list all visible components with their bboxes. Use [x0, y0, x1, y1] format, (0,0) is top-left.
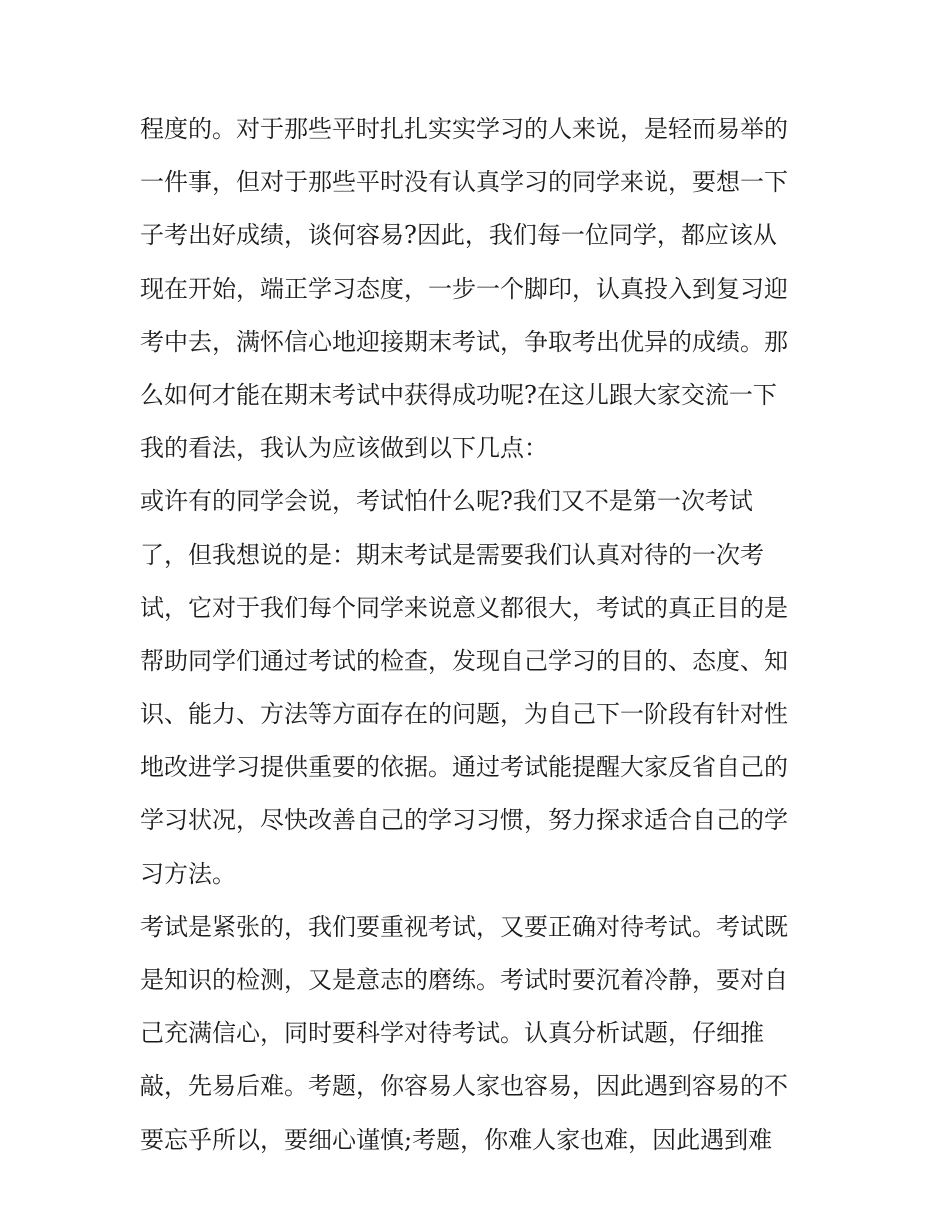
text-line: 么如何才能在期末考试中获得成功呢?在这儿跟大家交流一下	[140, 380, 777, 409]
text-line: 要忘乎所以，要细心谨慎;考题，你难人家也难，因此遇到难	[140, 1125, 773, 1154]
text-line: 敲，先易后难。考题，你容易人家也容易，因此遇到容易的不	[140, 1072, 788, 1101]
text-line: 程度的。对于那些平时扎扎实实学习的人来说，是轻而易举的	[140, 115, 788, 143]
text-line: 试，它对于我们每个同学来说意义都很大，考试的真正目的是	[140, 593, 788, 622]
text-line: 一件事，但对于那些平时没有认真学习的同学来说，要想一下	[140, 168, 788, 197]
text-line: 习方法。	[140, 859, 236, 888]
text-line: 了，但我想说的是：期末考试是需要我们认真对待的一次考	[140, 540, 764, 569]
text-line: 子考出好成绩，谈何容易?因此，我们每一位同学，都应该从	[140, 221, 777, 250]
text-line: 是知识的检测，又是意志的磨练。考试时要沉着冷静，要对自	[140, 966, 788, 994]
body-text	[140, 103, 830, 1167]
text-line: 识、能力、方法等方面存在的问题，为自己下一阶段有针对性	[140, 700, 788, 729]
text-line: 己充满信心，同时要科学对待考试。认真分析试题，仔细推	[140, 1019, 764, 1048]
text-line: 现在开始，端正学习态度，一步一个脚印，认真投入到复习迎	[140, 274, 788, 303]
text-line: 地改进学习提供重要的依据。通过考试能提醒大家反省自己的	[140, 753, 788, 782]
text-line: 帮助同学们通过考试的检查，发现自己学习的目的、态度、知	[140, 646, 788, 675]
text-line: 学习状况，尽快改善自己的学习习惯，努力探求适合自己的学	[140, 806, 788, 835]
text-line: 考试是紧张的，我们要重视考试，又要正确对待考试。考试既	[140, 912, 788, 941]
text-line: 或许有的同学会说，考试怕什么呢?我们又不是第一次考试	[140, 487, 753, 516]
text-line: 考中去，满怀信心地迎接期末考试，争取考出优异的成绩。那	[140, 327, 788, 356]
text-line: 我的看法，我认为应该做到以下几点：	[140, 434, 548, 463]
